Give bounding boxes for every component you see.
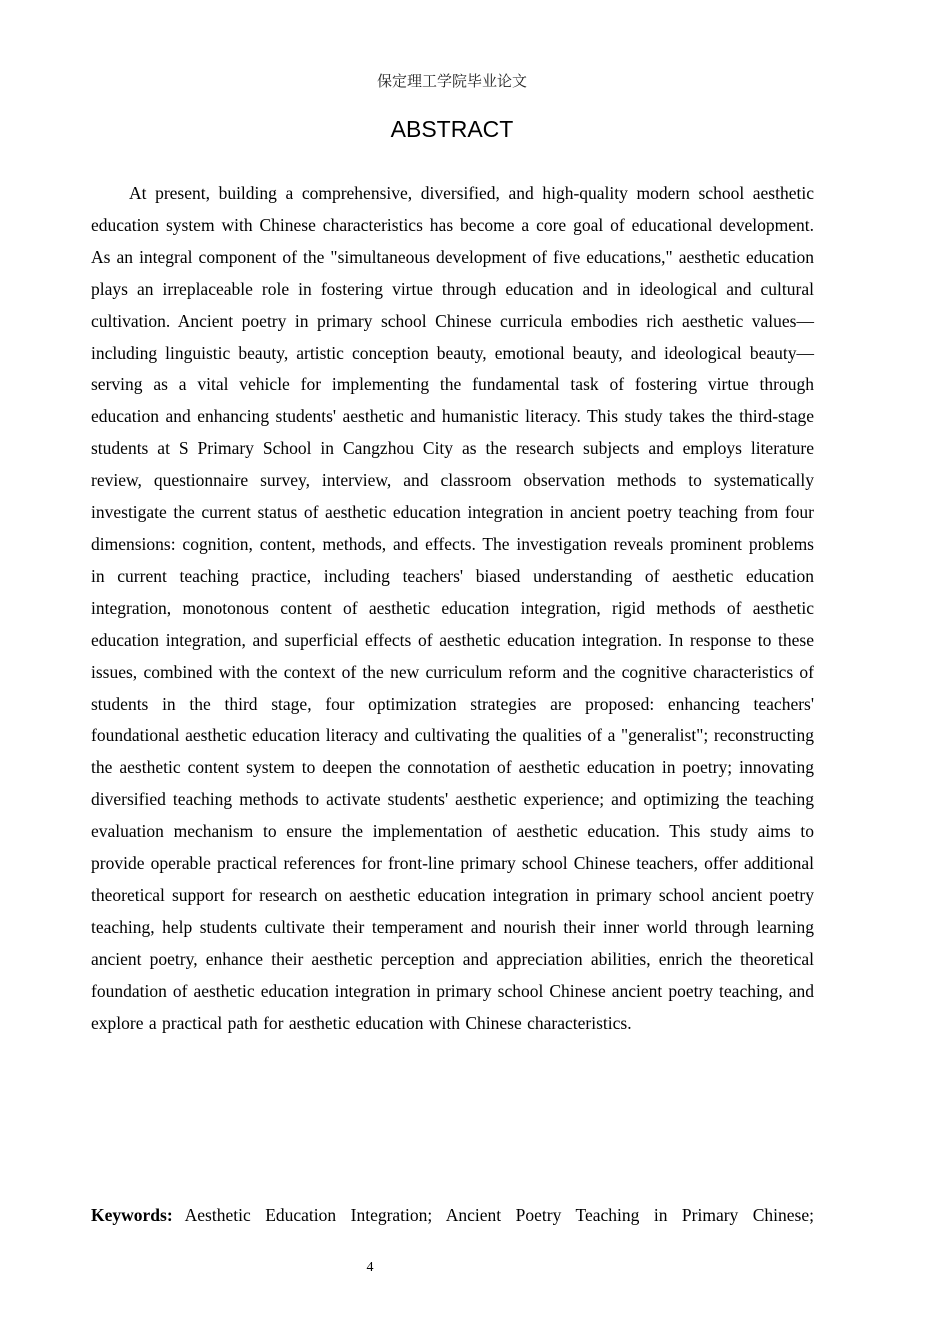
- keywords-line: [91, 1200, 814, 1232]
- keywords-label: Keywords:: [91, 1205, 173, 1225]
- keywords-text: Aesthetic Education Integration; Ancient Poetry Teaching in Primary Chinese;: [184, 1205, 814, 1225]
- running-header: 保定理工学院毕业论文: [376, 72, 527, 90]
- abstract-body: At present, building a comprehensive, diversified, and high-quality modern school aesthetic education system with Chinese characteristics has become a core goal of educational development. As an integral component of the "simultaneous development of five educations," aesthetic education plays an irreplaceable role in fostering virtue through education and in ideological and cultural cultivation. Ancient poetry in primary school Chinese curricula embodies rich aesthetic values—including linguistic beauty, artistic conception beauty, emotional beauty, and ideological beauty—serving as a vital vehicle for implementing the fundamental task of fostering virtue through education and enhancing students' aesthetic and humanistic literacy. This study takes the third-stage students at S Primary School in Cangzhou City as the research subjects and employs literature review, questionnaire survey, interview, and classroom observation methods to systematically investigate the current status of aesthetic education integration in ancient poetry teaching from four dimensions: cognition, content, methods, and effects. The investigation reveals prominent problems in current teaching practice, including teachers' biased understanding of aesthetic education integration, monotonous content of aesthetic education integration, rigid methods of aesthetic education integration, and superficial effects of aesthetic education integration. In response to these issues, combined with the context of the new curriculum reform and the cognitive characteristics of students in the third stage, four optimization strategies are proposed: enhancing teachers' foundational aesthetic education literacy and cultivating the qualities of a "generalist"; reconstructing the aesthetic content system to deepen the connotation of aesthetic education in poetry; innovating diversified teaching methods to activate students' aesthetic experience; and optimizing the teaching evaluation mechanism to ensure the implementation of aesthetic education. This study aims to provide operable practical references for front-line primary school Chinese teachers, offer additional theoretical support for research on aesthetic education integration in primary school ancient poetry teaching, help students cultivate their temperament and nourish their inner world through learning ancient poetry, enhance their aesthetic perception and appreciation abilities, enrich the theoretical foundation of aesthetic education integration in primary school Chinese ancient poetry teaching, and explore a practical path for aesthetic education with Chinese characteristics.: [91, 183, 814, 1033]
- page-number: 4: [366, 1260, 374, 1275]
- abstract-title: ABSTRACT: [390, 116, 514, 142]
